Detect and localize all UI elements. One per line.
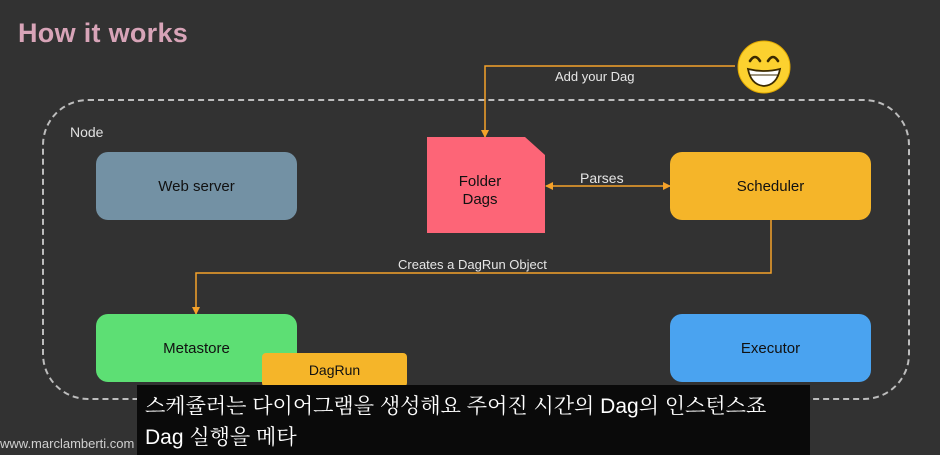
folder-label-line2: Dags	[462, 191, 498, 208]
smiley-icon	[737, 40, 791, 94]
caption-line-2: Dag 실행을 메타	[145, 426, 297, 449]
subtitle-caption	[137, 385, 810, 455]
scheduler-box: Scheduler	[670, 152, 871, 220]
node-label: Node	[70, 124, 104, 140]
executor-box: Executor	[670, 314, 871, 382]
metastore-box: Metastore	[96, 314, 297, 382]
add-dag-label: Add your Dag	[555, 69, 635, 84]
folder-dags-label	[427, 173, 533, 209]
dagrun-box: DagRun	[262, 353, 407, 387]
slide-title: How it works	[18, 18, 189, 48]
folder-label-line1: Folder	[458, 173, 502, 190]
parses-label: Parses	[580, 170, 624, 186]
creates-label: Creates a DagRun Object	[398, 257, 547, 272]
caption-line-1: 스케쥴러는 다이어그램을 생성해요 주어진 시간의 Dag의 인스턴스죠	[145, 395, 767, 418]
web-server-box: Web server	[96, 152, 297, 220]
watermark: www.marclamberti.com	[0, 436, 135, 451]
